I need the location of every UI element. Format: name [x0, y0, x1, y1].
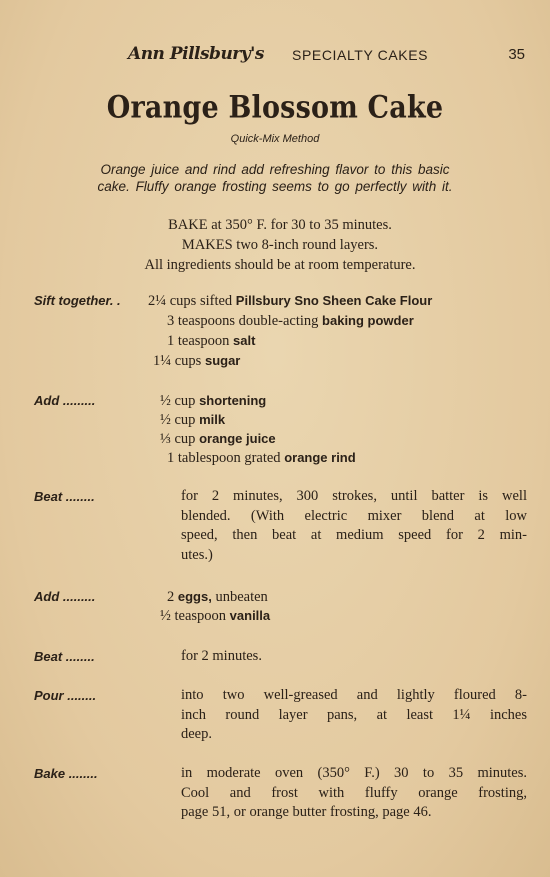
page-number: 35 [508, 46, 525, 63]
ingredient-amount: ½ [160, 412, 171, 428]
ingredient-name: milk [199, 412, 226, 427]
ingredient-name: baking powder [322, 313, 414, 328]
ingredient-line [160, 391, 266, 411]
ingredient-name: orange rind [284, 450, 356, 465]
step-instructions [181, 764, 527, 823]
step-instructions [181, 647, 527, 667]
step-label: Add ......... [34, 393, 96, 408]
ingredient-amount: 2 [167, 589, 175, 605]
ingredient-name: vanilla [229, 608, 271, 623]
ingredient-amount: ½ [160, 608, 171, 624]
ingredient-amount: 2¼ [148, 293, 167, 309]
bake-info [0, 215, 550, 275]
ingredient-text: cups sifted [169, 293, 233, 309]
step-label: Beat ........ [34, 649, 95, 664]
ingredient-amount: 1¼ [153, 353, 172, 369]
recipe-intro [30, 161, 520, 195]
ingredient-text: cup [174, 393, 196, 409]
brand-signature: Ann Pillsbury's [128, 44, 264, 64]
step-label: Sift together. . [34, 293, 121, 308]
section-title: SPECIALTY CAKES [292, 47, 429, 63]
instruction-line: blended. (With electric mixer blend at low [181, 507, 527, 524]
ingredient-line [160, 429, 276, 449]
ingredient-name: orange juice [199, 431, 276, 446]
instruction-line: into two well-greased and lightly floured 8- [181, 687, 527, 703]
step-label: Pour ........ [34, 688, 97, 703]
ingredient-amount: 1 [167, 450, 175, 466]
ingredient-line [167, 331, 255, 351]
step-label: Bake ........ [34, 766, 98, 781]
ingredient-text: cup [174, 431, 196, 447]
ingredient-text: teaspoon [174, 608, 227, 624]
instruction-line: speed, then beat at medium speed for 2 min- [181, 527, 527, 543]
instruction-line: Cool and frost with fluffy orange frosting, [181, 784, 527, 801]
ingredient-line [153, 351, 240, 371]
ingredient-line [167, 587, 268, 607]
instruction-line: in moderate oven (350° F.) 30 to 35 minutes. [181, 765, 527, 781]
instruction-line: deep. [181, 726, 212, 742]
step-label: Add ......... [34, 589, 96, 604]
ingredient-name: salt [233, 333, 256, 348]
ingredient-line [160, 410, 225, 430]
step-instructions [181, 686, 527, 745]
page-header [0, 44, 550, 68]
bake-temp-line: BAKE at 350° F. for 30 to 35 minutes. [168, 217, 392, 233]
room-temp-line: All ingredients should be at room temperature. [144, 257, 416, 273]
instruction-line: for 2 minutes. [181, 648, 262, 664]
step-label: Beat ........ [34, 489, 95, 504]
instruction-line: page 51, or orange butter frosting, page 46. [181, 804, 432, 820]
recipe-title: Orange Blossom Cake [106, 89, 444, 126]
intro-line: Orange juice and rind add refreshing flavor to this basic [100, 162, 450, 177]
ingredient-text: unbeaten [215, 589, 268, 605]
ingredient-name: Pillsbury Sno Sheen Cake Flour [235, 293, 433, 308]
ingredient-line [148, 291, 432, 311]
ingredient-amount: ⅓ [160, 431, 171, 447]
ingredient-text: cup [174, 412, 196, 428]
ingredient-name: sugar [204, 353, 241, 368]
ingredient-amount: 3 [167, 313, 175, 329]
ingredient-name: shortening [199, 393, 267, 408]
ingredient-line [167, 448, 356, 468]
instruction-line: for 2 minutes, 300 strokes, until batter is well [181, 488, 527, 504]
ingredient-name: eggs, [177, 589, 212, 604]
ingredient-text: teaspoon [177, 333, 230, 349]
instruction-line: utes.) [181, 546, 213, 563]
ingredient-line [167, 311, 414, 331]
intro-line: cake. Fluffy orange frosting seems to go perfectly with it. [97, 179, 453, 194]
ingredient-text: tablespoon grated [177, 450, 281, 466]
yield-line: MAKES two 8-inch round layers. [181, 237, 379, 253]
instruction-line: inch round layer pans, at least 1¼ inches [181, 706, 527, 723]
step-instructions [181, 487, 527, 565]
ingredient-amount: ½ [160, 393, 171, 409]
ingredient-amount: 1 [167, 333, 175, 349]
ingredient-text: teaspoons double-acting [177, 313, 319, 329]
recipe-method: Quick-Mix Method [230, 133, 320, 145]
ingredient-text: cups [174, 353, 202, 369]
ingredient-line [160, 606, 270, 626]
